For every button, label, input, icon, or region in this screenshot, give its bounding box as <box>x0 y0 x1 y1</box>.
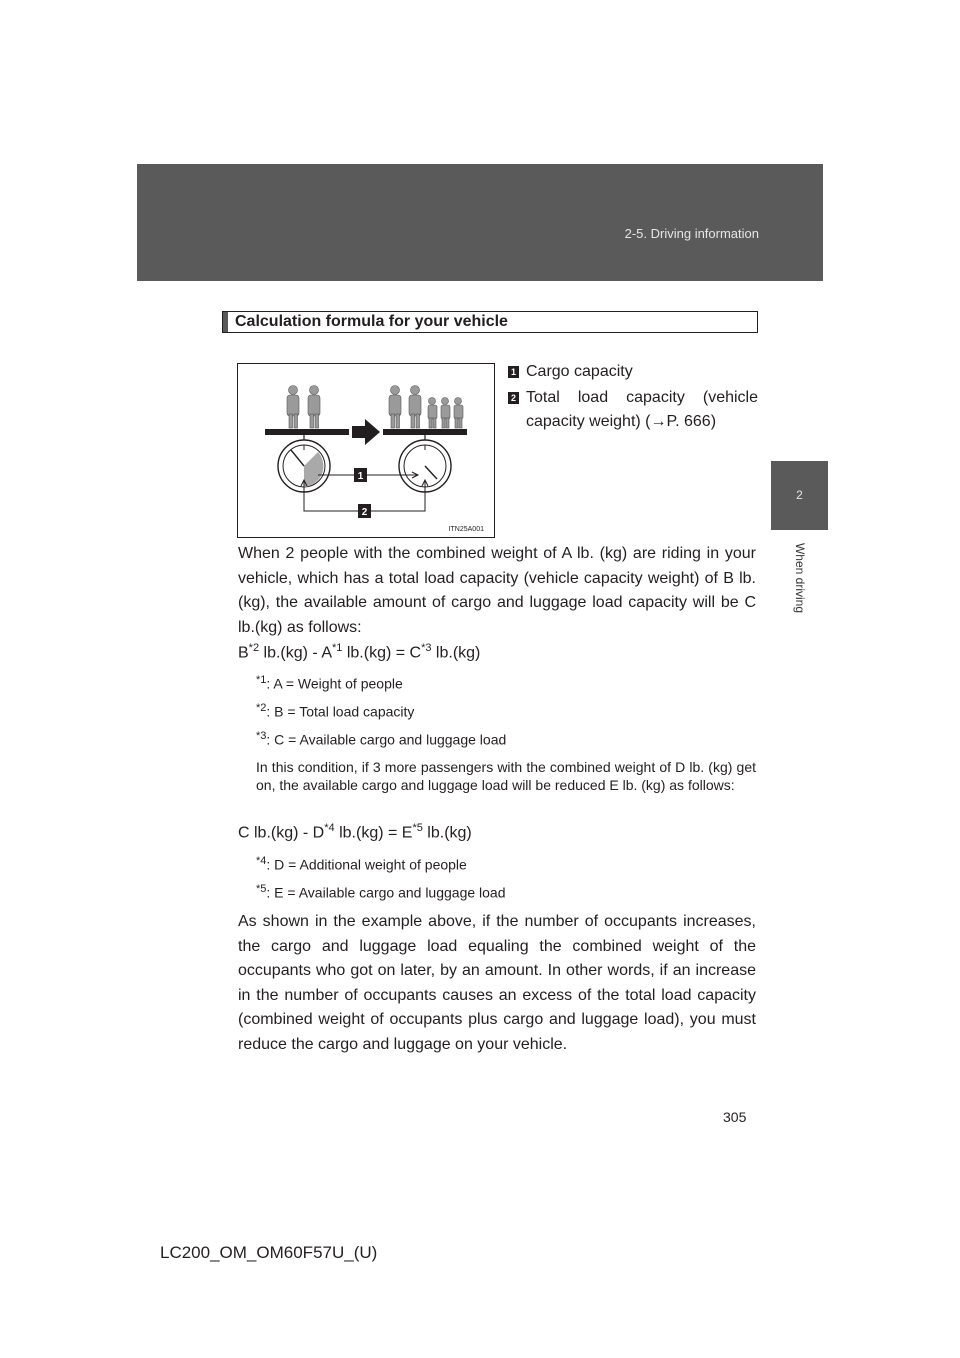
legend-number-badge: 1 <box>508 366 519 378</box>
footnote-marker: *4 <box>256 855 267 867</box>
footnote-marker: *2 <box>256 702 267 714</box>
formula-two <box>238 822 472 842</box>
footnote-2 <box>256 702 414 720</box>
footnote-marker: *3 <box>256 730 267 742</box>
formula-term: lb.(kg) <box>422 824 472 842</box>
footnote-marker: *1 <box>256 674 267 686</box>
condition-paragraph: In this condition, if 3 more passengers with the combined weight of D lb. (kg) get on, the available cargo and luggage load will be reduced E lb. (kg) as follows: <box>256 759 756 793</box>
footnote-text: : C = Available cargo and luggage load <box>266 731 507 748</box>
footnote-marker: *5 <box>412 822 423 834</box>
formula-term: lb.(kg) - A <box>259 644 332 662</box>
footnote-text: : A = Weight of people <box>266 675 403 692</box>
load-capacity-diagram <box>238 364 494 537</box>
intro-paragraph: When 2 people with the combined weight of A lb. (kg) are riding in your vehicle, which has a total load capacity (vehicle capacity weight) of B lb. (kg), the available amount of cargo and luggage load capacity will be C lb.(kg) as follows: <box>238 545 756 636</box>
footnote-3 <box>256 730 506 748</box>
section-heading: Calculation formula for your vehicle <box>222 311 758 333</box>
footnote-4 <box>256 855 467 873</box>
footnote-1 <box>256 674 403 692</box>
illustration-legend <box>508 360 758 434</box>
illustration-code: ITN25A001 <box>448 526 484 533</box>
formula-term: lb.(kg) = C <box>342 644 422 662</box>
header-section-title: 2-5. Driving information <box>624 226 759 241</box>
closing-paragraph: As shown in the example above, if the number of occupants increases, the cargo and luggage load equaling the combined weight of the occupants who got on later, by an amount. In other words, if an increase in the number of occupants causes an excess of the total load capacity (combined weight of occupants plus cargo and luggage load), you must reduce the cargo and luggage on your vehicle. <box>238 913 756 1053</box>
legend-text: Total load capacity (vehicle capacity weight) (→P. 666) <box>526 389 758 430</box>
legend-item <box>508 386 758 434</box>
formula-one <box>238 642 480 662</box>
callout-1-label: 1 <box>357 471 364 482</box>
formula-term: lb.(kg) <box>431 644 481 662</box>
footnote-marker: *4 <box>324 822 335 834</box>
footnote-marker: *3 <box>421 642 432 654</box>
header-band <box>137 164 823 281</box>
chapter-tab <box>771 461 828 530</box>
footnote-marker: *2 <box>248 642 260 654</box>
legend-item <box>508 360 758 384</box>
footnote-text: : B = Total load capacity <box>266 703 415 720</box>
load-capacity-illustration <box>237 363 495 538</box>
callout-2-label: 2 <box>361 507 368 518</box>
people-before-icon <box>287 386 320 429</box>
chapter-tab-label: When driving <box>793 542 807 614</box>
footer-code: LC200_OM_OM60F57U_(U) <box>160 1243 378 1262</box>
page-number: 305 <box>723 1109 747 1125</box>
legend-number-badge: 2 <box>508 392 519 404</box>
arrow-icon <box>352 419 380 445</box>
footnote-marker: *5 <box>256 883 267 895</box>
footnote-text: : D = Additional weight of people <box>266 856 467 873</box>
formula-term: C lb.(kg) - D <box>238 824 325 842</box>
formula-term: lb.(kg) = E <box>334 824 413 842</box>
footnote-text: : E = Available cargo and luggage load <box>266 884 506 901</box>
legend-text: Cargo capacity <box>526 363 633 380</box>
footnote-marker: *1 <box>331 642 343 654</box>
people-after-icon <box>389 386 463 429</box>
chapter-tab-number: 2 <box>796 488 803 502</box>
formula-term: B <box>238 644 249 662</box>
footnote-5 <box>256 883 506 901</box>
